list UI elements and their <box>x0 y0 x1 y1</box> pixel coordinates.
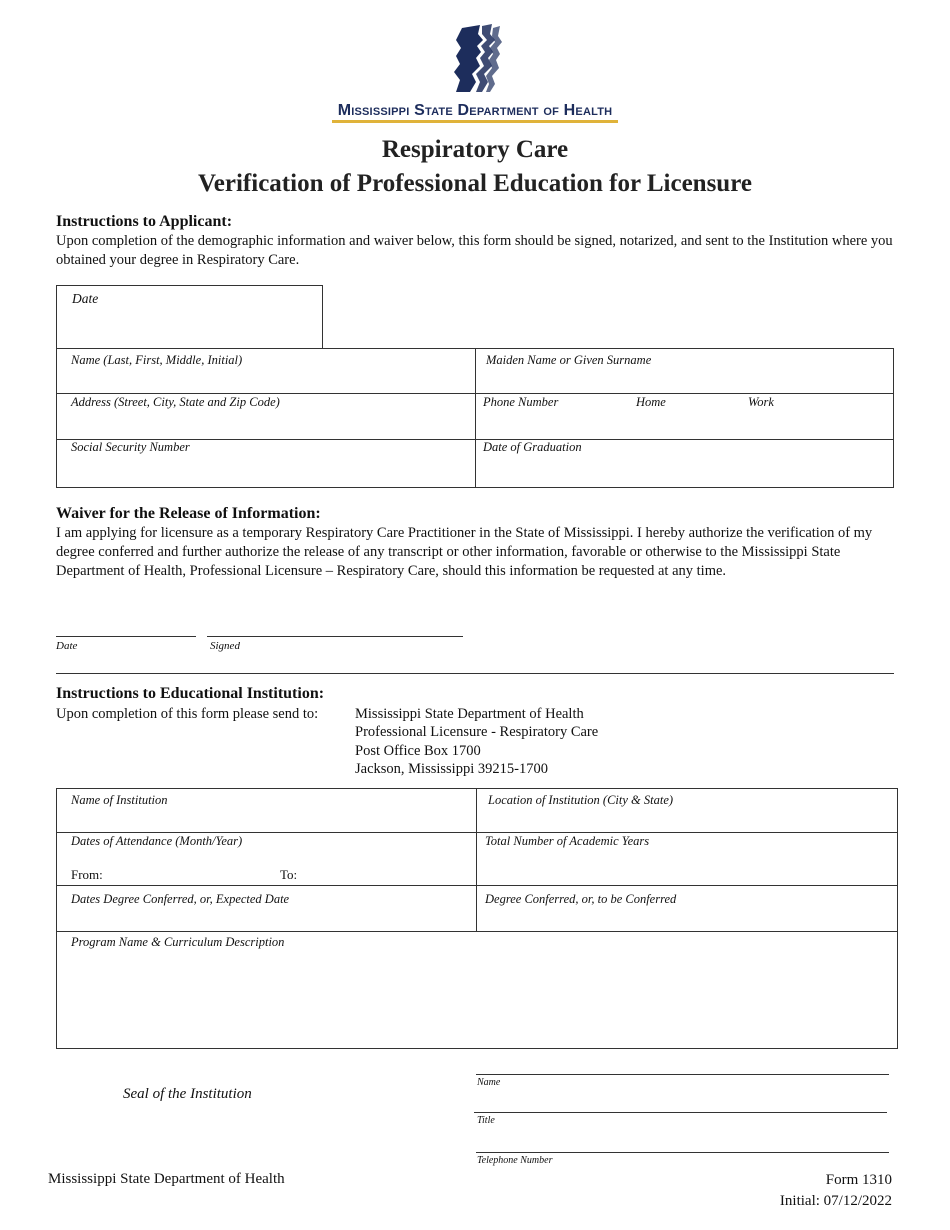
program-description-label: Program Name & Curriculum Description <box>71 935 285 949</box>
seal-label: Seal of the Institution <box>123 1086 252 1102</box>
signature-title-label: Title <box>477 1115 495 1126</box>
footer-organization: Mississippi State Department of Health <box>48 1171 285 1187</box>
attendance-dates-label: Dates of Attendance (Month/Year) <box>71 834 243 848</box>
signature-name-label: Name <box>477 1077 501 1088</box>
applicant-instructions: Upon completion of the demographic information and waiver below, this form should be signed, notarized, and sent to the Institution where you obtained your degree in Respiratory Care. <box>56 233 893 268</box>
profile-heads-icon <box>330 22 620 102</box>
waiver-text: I am applying for licensure as a temporary Respiratory Care Practitioner in the State of Mississippi. I hereby authorize the verification of my degree conferred and further authorize the release of any transcript or other information, favorable or otherwise to the Mississippi State Department of Health, Professional Licensure – Respiratory Care, should this information be requested at any time. <box>56 525 873 579</box>
phone-field-label: Phone Number <box>483 395 559 409</box>
academic-years-label: Total Number of Academic Years <box>485 834 650 848</box>
date-field-label: Date <box>72 291 99 306</box>
logo-underline <box>332 120 618 123</box>
phone-home-label: Home <box>636 395 666 409</box>
column-divider <box>476 788 477 931</box>
institution-heading: Instructions to Educational Institution: <box>56 685 325 702</box>
column-divider <box>475 348 476 488</box>
send-to-text: Upon completion of this form please send to: <box>56 706 319 722</box>
waiver-signed-label: Signed <box>210 640 240 652</box>
graduation-date-label: Date of Graduation <box>483 440 582 454</box>
waiver-heading: Waiver for the Release of Information: <box>56 505 321 522</box>
mail-address-line-4: Jackson, Mississippi 39215-1700 <box>355 761 548 777</box>
name-field-label: Name (Last, First, Middle, Initial) <box>71 353 243 367</box>
ssn-field-label: Social Security Number <box>71 440 190 454</box>
institution-name-label: Name of Institution <box>71 793 168 807</box>
waiver-signature-line[interactable] <box>207 636 463 637</box>
degree-date-label: Dates Degree Conferred, or, Expected Date <box>71 892 290 906</box>
section-divider <box>56 673 894 674</box>
attendance-to-label: To: <box>280 867 298 882</box>
mail-address-line-1: Mississippi State Department of Health <box>355 706 584 722</box>
mail-address-line-2: Professional Licensure - Respiratory Care <box>355 724 599 740</box>
institution-info-table <box>56 788 898 1049</box>
institution-location-label: Location of Institution (City & State) <box>488 793 674 807</box>
footer-form-number: Form 1310 <box>825 1172 892 1188</box>
address-field-label: Address (Street, City, State and Zip Code) <box>71 395 280 409</box>
signature-title-line[interactable] <box>474 1112 887 1113</box>
signature-phone-label: Telephone Number <box>477 1155 553 1166</box>
logo-text: Mississippi State Department of Health <box>337 102 613 119</box>
footer-initial-date: Initial: 07/12/2022 <box>779 1193 892 1209</box>
msdh-logo <box>330 22 620 124</box>
applicant-heading: Instructions to Applicant: <box>56 213 233 230</box>
row-divider <box>56 885 898 886</box>
title-line-2: Verification of Professional Education for Licensure <box>198 170 752 197</box>
attendance-from-label: From: <box>71 867 103 882</box>
degree-conferred-label: Degree Conferred, or, to be Conferred <box>485 892 677 906</box>
waiver-date-line[interactable] <box>56 636 196 637</box>
waiver-date-label: Date <box>56 640 78 652</box>
phone-work-label: Work <box>748 395 774 409</box>
title-line-1: Respiratory Care <box>381 136 569 163</box>
signature-name-line[interactable] <box>476 1074 889 1075</box>
row-divider <box>56 832 898 833</box>
row-divider <box>56 931 898 932</box>
signature-phone-line[interactable] <box>476 1152 889 1153</box>
mail-address-line-3: Post Office Box 1700 <box>355 743 481 759</box>
maiden-name-field-label: Maiden Name or Given Surname <box>486 353 652 367</box>
